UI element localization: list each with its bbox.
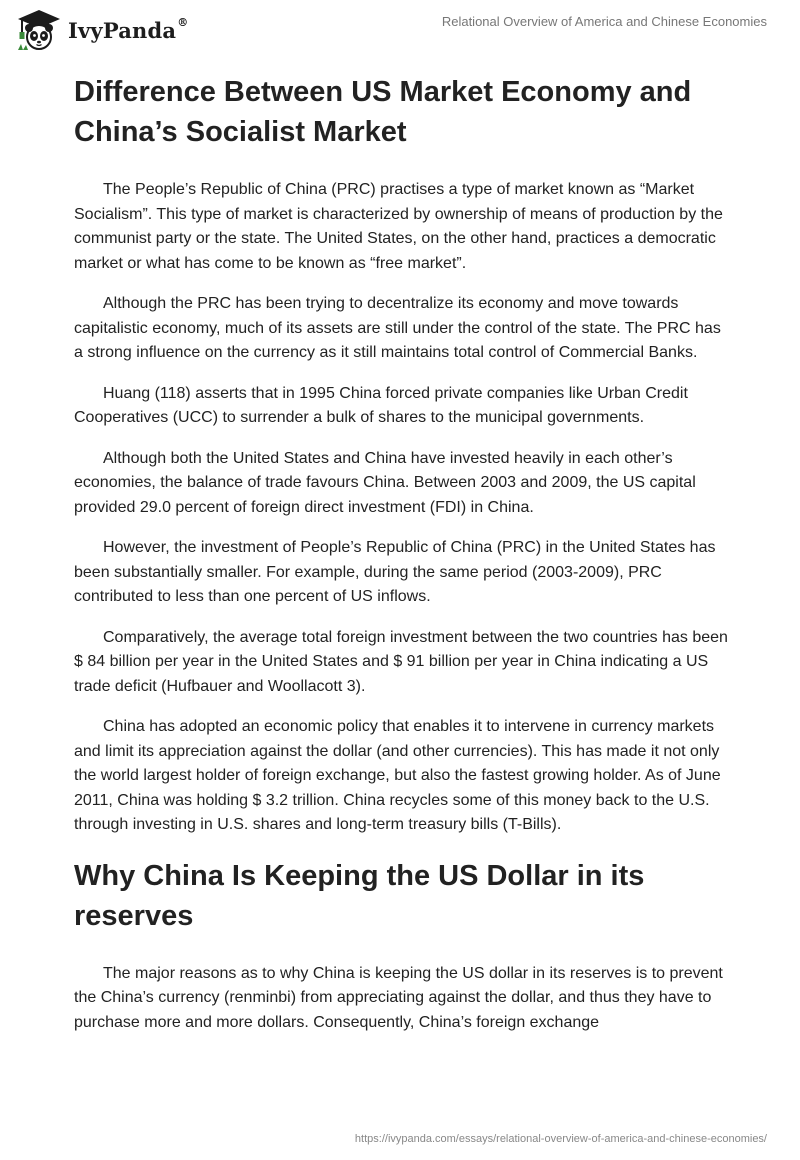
paragraph: Although both the United States and China have invested heavily in each other’s economies, the balance of trade favours China. Between 2003 and 2009, the US capital provided 29.0 percent of foreign direct investment (FDI) in China. [74, 449, 696, 516]
essay-content [74, 72, 730, 1051]
paragraph: Huang (118) asserts that in 1995 China forced private companies like Urban Credit Cooperatives (UCC) to surrender a bulk of shares to the municipal governments. [74, 384, 688, 426]
page-header [0, 0, 800, 62]
ivypanda-logo[interactable] [16, 8, 188, 52]
document-title: Relational Overview of America and Chinese Economies [441, 14, 767, 29]
section-heading-dollar-reserves: Why China Is Keeping the US Dollar in its reserves [74, 859, 645, 932]
logo-text: IvyPanda® [68, 15, 189, 43]
section-heading-market-economy: Difference Between US Market Economy and China’s Socialist Market [74, 76, 692, 148]
registered-mark: ® [177, 15, 189, 29]
panda-graduate-icon [16, 8, 62, 52]
paragraph: The People’s Republic of China (PRC) practises a type of market known as “Market Socialism”. This type of market is characterized by ownership of means of production by the communist party or the state. The United States, on the other hand, practices a democratic market or what has come to be known as “free market”. [74, 181, 723, 272]
paragraph: However, the investment of People’s Republic of China (PRC) in the United States has been substantially smaller. For example, during the same period (2003-2009), PRC contributed to less than one percent of US inflows. [74, 539, 716, 605]
paragraph: Although the PRC has been trying to decentralize its economy and move towards capitalistic economy, much of its assets are still under the control of the state. The PRC has a strong influence on the currency as it still maintains total control of Commercial Banks. [74, 295, 721, 361]
source-url[interactable]: https://ivypanda.com/essays/relational-overview-of-america-and-chinese-economies/ [354, 1133, 767, 1145]
paragraph: The major reasons as to why China is keeping the US dollar in its reserves is to prevent the China’s currency (renminbi) from appreciating against the dollar, and thus they have to purchase more and more dollars. Consequently, China’s foreign exchange [74, 964, 723, 1031]
paragraph: Comparatively, the average total foreign investment between the two countries has been $ 84 billion per year in the United States and $ 91 billion per year in China indicating a US trade deficit (Hufbauer and Woollacott 3). [74, 628, 728, 695]
paragraph: China has adopted an economic policy that enables it to intervene in currency markets and limit its appreciation against the dollar (and other currencies). This has made it not only the world largest holder of foreign exchange, but also the fastest growing holder. As of June 2011, China was holding $ 3.2 trillion. China recycles some of this money back to the U.S. through investing in U.S. shares and long-term treasury bills (T-Bills). [74, 718, 721, 833]
